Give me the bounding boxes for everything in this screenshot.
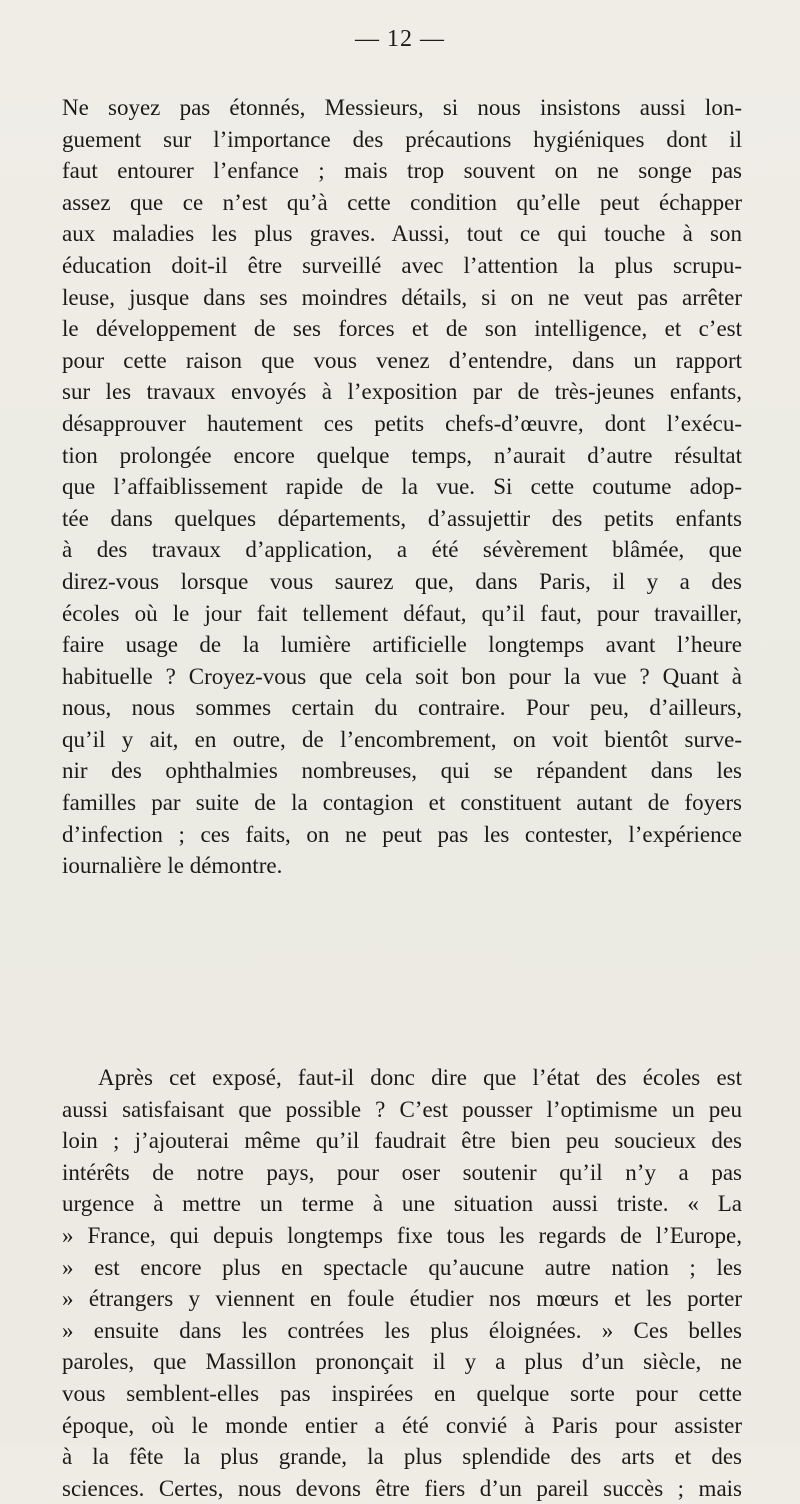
text-line: loin ; j’ajouterai même qu’il faudrait être bien peu soucieux des [62, 1128, 742, 1154]
text-line: nous, nous sommes certain du contraire. Pour peu, d’ailleurs, [62, 695, 742, 721]
text-line: » est encore plus en spectacle qu’aucune autre nation ; les [62, 1254, 742, 1280]
text-line: intérêts de notre pays, pour oser soutenir qu’il n’y a pas [62, 1159, 742, 1185]
text-line: vous semblent-elles pas inspirées en quelque sorte pour cette [62, 1380, 742, 1406]
text-line: éducation doit-il être surveillé avec l’attention la plus scrupu- [62, 252, 742, 278]
text-line: sciences. Certes, nous devons être fiers d’un pareil succès ; mais [62, 1475, 742, 1501]
text-line: écoles où le jour fait tellement défaut, qu’il faut, pour travailler, [62, 600, 742, 626]
text-line: désapprouver hautement ces petits chefs-d’œuvre, dont l’exécu- [62, 410, 742, 436]
text-line: sur les travaux envoyés à l’exposition par de très-jeunes enfants, [62, 379, 742, 405]
text-line: aux maladies les plus graves. Aussi, tout ce qui touche à son [62, 221, 742, 247]
text-line: guement sur l’importance des précautions hygiéniques dont il [62, 126, 742, 152]
paragraph-2 [62, 1062, 742, 1504]
text-line: Ne soyez pas étonnés, Messieurs, si nous insistons aussi lon- [62, 95, 742, 120]
text-line: leuse, jusque dans ses moindres détails, si on ne veut pas arrêter [62, 284, 742, 310]
text-line: » ensuite dans les contrées les plus éloignées. » Ces belles [62, 1317, 742, 1343]
text-line: tée dans quelques départements, d’assujettir des petits enfants [62, 505, 742, 531]
text-line: assez que ce n’est qu’à cette condition qu’elle peut échapper [62, 189, 742, 215]
text-line: pour cette raison que vous venez d’entendre, dans un rapport [62, 347, 742, 373]
text-line: le développement de ses forces et de son intelligence, et c’est [62, 316, 742, 342]
text-line: d’infection ; ces faits, on ne peut pas les contester, l’expérience [62, 821, 742, 847]
text-line: que l’affaiblissement rapide de la vue. Si cette coutume adop- [62, 474, 742, 500]
text-line: à des travaux d’application, a été sévèrement blâmée, que [62, 537, 742, 563]
text-line: à la fête la plus grande, la plus splendide des arts et des [62, 1444, 742, 1470]
text-line: aussi satisfaisant que possible ? C’est pousser l’optimisme un peu [62, 1096, 742, 1122]
text-line: qu’il y ait, en outre, de l’encombrement, on voit bientôt surve- [62, 726, 742, 752]
text-line: familles par suite de la contagion et constituent autant de foyers [62, 790, 742, 816]
text-line: direz-vous lorsque vous saurez que, dans Paris, il y a des [62, 568, 742, 594]
text-line: » étrangers y viennent en foule étudier nos mœurs et les porter [62, 1286, 742, 1312]
text-line: époque, où le monde entier a été convié à Paris pour assister [62, 1412, 742, 1438]
text-line: nir des ophthalmies nombreuses, qui se répandent dans les [62, 758, 742, 784]
text-line: tion prolongée encore quelque temps, n’aurait d’autre résultat [62, 442, 742, 468]
text-line: » France, qui depuis longtemps fixe tous les regards de l’Europe, [62, 1222, 742, 1248]
text-line: paroles, que Massillon prononçait il y a plus d’un siècle, ne [62, 1349, 742, 1375]
text-line: Après cet exposé, faut-il donc dire que l’état des écoles est [98, 1065, 742, 1090]
page-number: — 12 — [355, 26, 445, 52]
text-line: iournalière le démontre. [62, 853, 283, 879]
text-line: faut entourer l’enfance ; mais trop souvent on ne songe pas [62, 158, 742, 184]
text-line: faire usage de la lumière artificielle longtemps avant l’heure [62, 632, 742, 658]
text-line: urgence à mettre un terme à une situation aussi triste. « La [62, 1191, 742, 1217]
text-line: habituelle ? Croyez-vous que cela soit bon pour la vue ? Quant à [62, 663, 742, 689]
paragraph-1 [62, 92, 742, 882]
